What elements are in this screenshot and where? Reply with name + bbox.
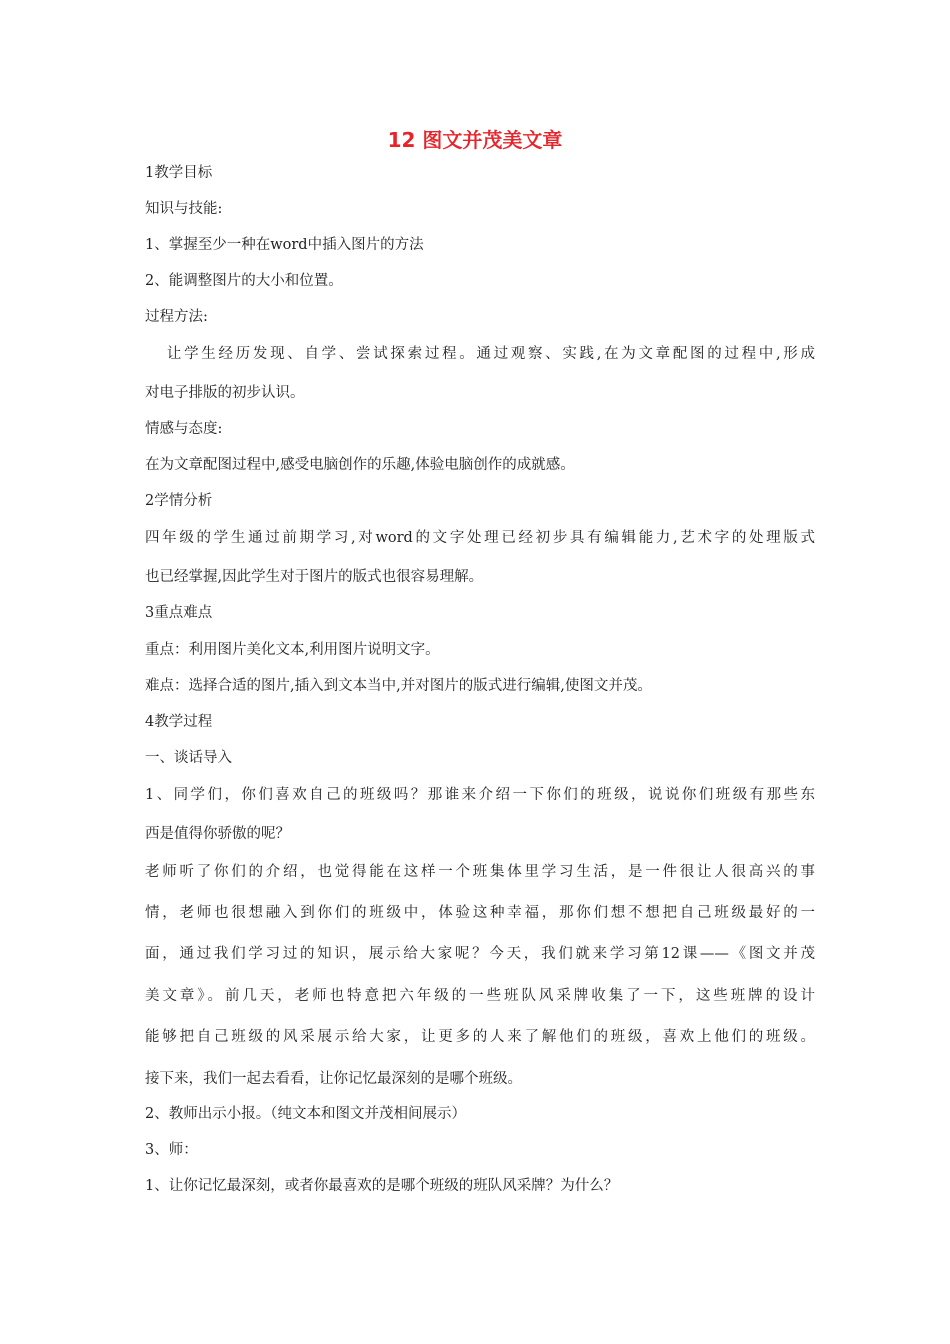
paragraph: 1、掌握至少一种在word中插入图片的方法 xyxy=(145,237,424,253)
heading-teaching-goals: 1教学目标 xyxy=(145,165,213,181)
paragraph: 老师听了你们的介绍，也觉得能在这样一个班集体里学习生活，是一件很让人很高兴的事 xyxy=(145,864,815,880)
subheading-emotion-attitude: 情感与态度: xyxy=(145,421,223,437)
paragraph: 难点：选择合适的图片,插入到文本当中,并对图片的版式进行编辑,使图文并茂。 xyxy=(145,678,652,694)
paragraph: 让学生经历发现、自学、尝试探索过程。通过观察、实践,在为文章配图的过程中,形成 xyxy=(145,346,815,362)
heading-teaching-process: 4教学过程 xyxy=(145,714,213,730)
subheading-knowledge-skills: 知识与技能: xyxy=(145,201,223,217)
paragraph: 接下来，我们一起去看看，让你记忆最深刻的是哪个班级。 xyxy=(145,1071,522,1087)
paragraph: 能够把自己班级的风采展示给大家，让更多的人来了解他们的班级，喜欢上他们的班级。 xyxy=(145,1029,815,1045)
paragraph: 在为文章配图过程中,感受电脑创作的乐趣,体验电脑创作的成就感。 xyxy=(145,457,575,473)
heading-student-analysis: 2学情分析 xyxy=(145,493,213,509)
paragraph: 1、同学们，你们喜欢自己的班级吗？那谁来介绍一下你们的班级，说说你们班级有那些东 xyxy=(145,787,815,803)
paragraph: 西是值得你骄傲的呢？ xyxy=(145,826,290,842)
paragraph: 3、师： xyxy=(145,1142,198,1158)
paragraph: 美文章》。前几天，老师也特意把六年级的一些班队风采牌收集了一下，这些班牌的设计 xyxy=(145,988,815,1004)
paragraph: 2、能调整图片的大小和位置。 xyxy=(145,273,343,289)
paragraph: 对电子排版的初步认识。 xyxy=(145,385,305,401)
paragraph: 面，通过我们学习过的知识，展示给大家呢？今天，我们就来学习第12课——《图文并茂 xyxy=(145,946,815,962)
paragraph: 四年级的学生通过前期学习,对word的文字处理已经初步具有编辑能力,艺术字的处理版式 xyxy=(145,530,815,546)
subheading-process-method: 过程方法: xyxy=(145,309,208,325)
paragraph: 重点：利用图片美化文本,利用图片说明文字。 xyxy=(145,642,440,658)
subheading-intro: 一、谈话导入 xyxy=(145,750,232,766)
document-title: 12 图文并茂美文章 xyxy=(387,128,563,152)
paragraph: 1、让你记忆最深刻，或者你最喜欢的是哪个班级的班队风采牌？为什么？ xyxy=(145,1178,619,1194)
heading-key-points: 3重点难点 xyxy=(145,605,213,621)
paragraph: 情，老师也很想融入到你们的班级中，体验这种幸福，那你们想不想把自己班级最好的一 xyxy=(145,905,815,921)
paragraph: 2、教师出示小报。（纯文本和图文并茂相间展示） xyxy=(145,1106,466,1122)
paragraph: 也已经掌握,因此学生对于图片的版式也很容易理解。 xyxy=(145,569,484,585)
